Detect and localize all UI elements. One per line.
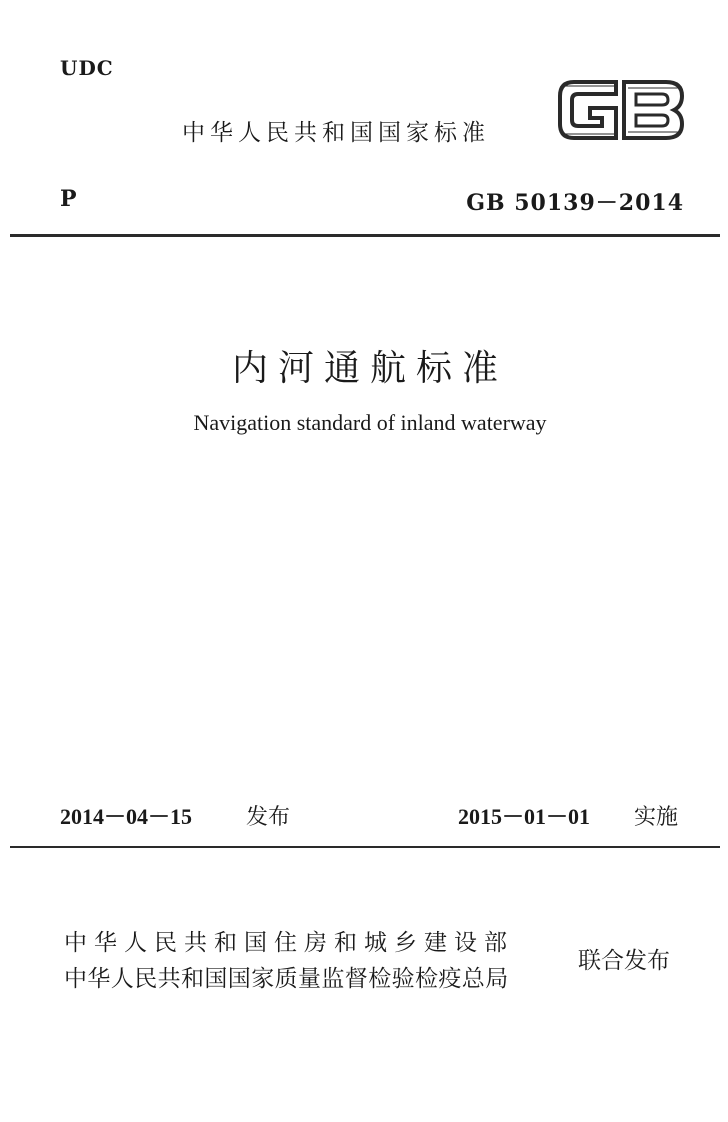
issuer-aqsiq: 中华人民共和国国家质量监督检验检疫总局 (64, 966, 509, 992)
title-english: Navigation standard of inland waterway (193, 410, 547, 435)
top-divider (10, 234, 720, 237)
implementation-label: 实施 (634, 805, 679, 830)
udc-label: UDC (60, 56, 114, 80)
bottom-divider (10, 846, 720, 848)
national-standard-heading: 中华人民共和国国家标准 (182, 120, 490, 146)
implementation-date: 2015－01－01 (458, 804, 591, 829)
joint-issue-label: 联合发布 (578, 948, 670, 974)
issue-date: 2014－04－15 (60, 804, 193, 829)
gb-logo (556, 78, 686, 142)
standard-number: GB 50139－2014 (466, 190, 684, 216)
issuer-ministry-housing: 中华人民共和国住房和城乡建设部 (64, 930, 514, 956)
issue-label: 发布 (246, 805, 291, 830)
category-code: P (60, 186, 77, 212)
title-chinese: 内河通航标准 (231, 348, 508, 389)
